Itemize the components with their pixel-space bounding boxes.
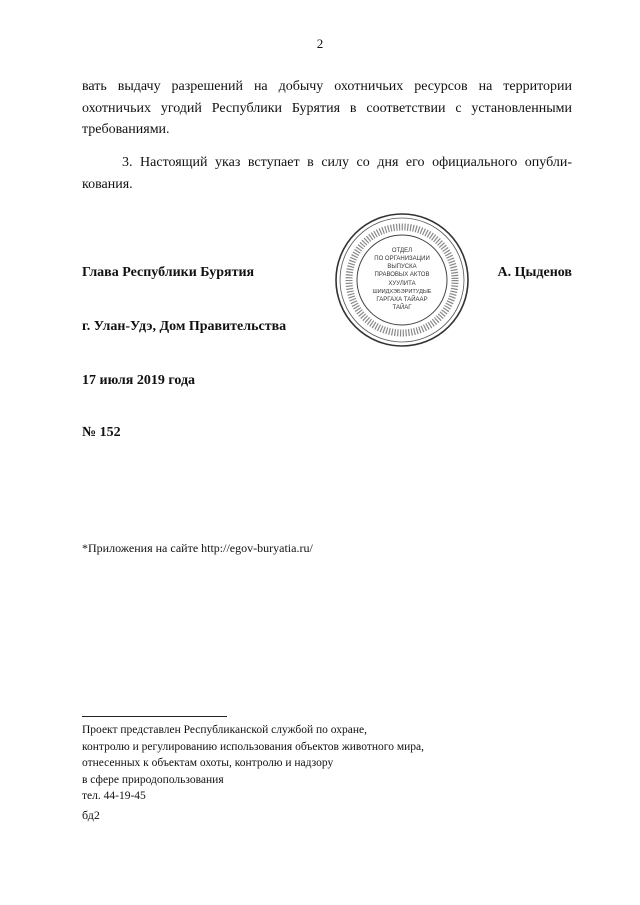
seal-line-1: ОТДЕЛ bbox=[391, 248, 413, 254]
official-seal bbox=[334, 212, 470, 348]
signing-place: г. Улан-Удэ, Дом Правительства bbox=[82, 319, 287, 334]
footer-divider bbox=[82, 716, 227, 717]
footer-note bbox=[82, 722, 424, 805]
footer-line-4: в сфере природопользования bbox=[82, 773, 224, 786]
seal-line-7: ГАРГАХА ТАЙААР bbox=[376, 297, 428, 303]
body-paragraph-2: 3. Настоящий указ вступает в силу со дня его официального опубли- кования. bbox=[82, 155, 572, 192]
footer-line-3: отнесенных к объектам охоты, контролю и надзору bbox=[82, 757, 334, 769]
footer-phone: тел. 44-19-45 bbox=[82, 790, 146, 802]
footer-line-2: контролю и регулированию использования объектов животного мира, bbox=[82, 740, 425, 753]
decree-number: № 152 bbox=[82, 425, 121, 440]
seal-line-2: ПО ОРГАНИЗАЦИИ bbox=[374, 256, 430, 262]
signatory-position: Глава Республики Бурятия bbox=[82, 265, 255, 280]
body-paragraph-1: вать выдачу разрешений на добычу охотничьих ресурсов на территории охотничьих угодий Республики Бурятия в соответствии с установленными требованиями. bbox=[82, 79, 572, 137]
document-code: бд2 bbox=[82, 808, 100, 822]
footer-line-1: Проект представлен Республиканской службой по охране, bbox=[82, 724, 367, 736]
seal-line-6: ШИИДХЭБЭРИТУДЫЕ bbox=[372, 289, 432, 295]
seal-line-8: ТАЙАГ bbox=[392, 305, 412, 311]
seal-line-4: ПРАВОВЫХ АКТОВ bbox=[374, 272, 430, 278]
signing-date: 17 июля 2019 года bbox=[82, 373, 196, 388]
page-number: 2 bbox=[316, 36, 324, 51]
seal-line-3: ВЫПУСКА bbox=[387, 264, 417, 270]
seal-line-5: ХУУЛИТА bbox=[388, 281, 416, 287]
appendix-note: *Приложения на сайте http://egov-buryatia.ru/ bbox=[82, 541, 313, 555]
signatory-name: А. Цыденов bbox=[497, 265, 572, 280]
